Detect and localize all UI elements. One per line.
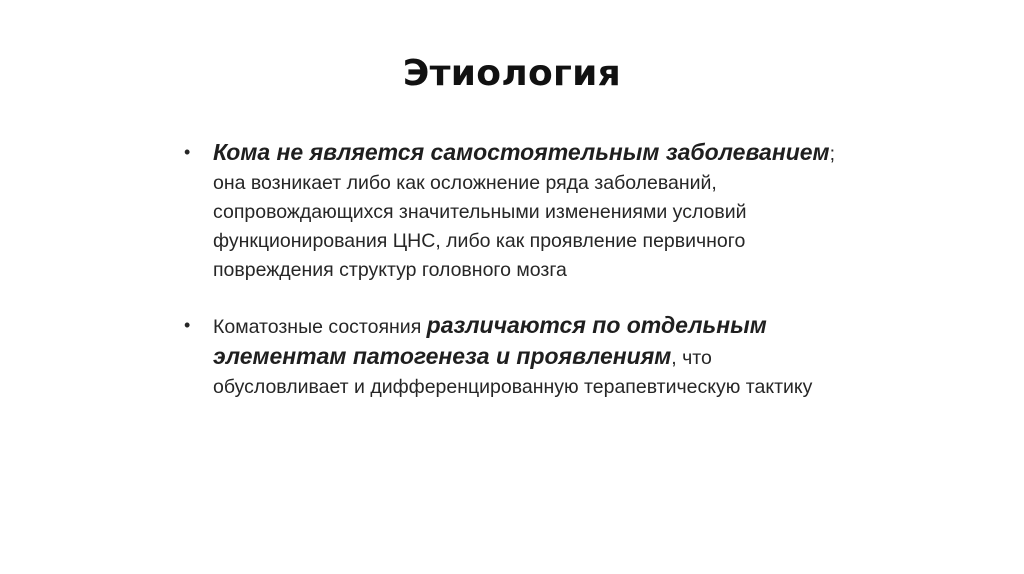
bullet-emphasis: различаются по отдельным элементам патогенеза и проявлениям — [213, 312, 767, 369]
bullet-item — [184, 138, 844, 285]
bullet-text: , что обусловливает и дифференцированную терапевтическую тактику — [213, 347, 813, 398]
bullet-dot-icon: • — [184, 315, 191, 335]
bullet-text-lead: Коматозные состояния — [213, 316, 427, 338]
bullet-dot-icon: • — [184, 142, 191, 162]
bullet-item — [184, 311, 844, 402]
bullet-emphasis: Кома не является самостоятельным заболеванием — [213, 139, 830, 165]
slide-title: Этиология — [402, 53, 622, 94]
bullet-list — [184, 138, 844, 402]
bullet-text: ; она возникает либо как осложнение ряда заболеваний, сопровождающихся значительными изменениями условий функционирования ЦНС, либо как проявление первичного повреждения структур головного мозга — [213, 143, 835, 281]
